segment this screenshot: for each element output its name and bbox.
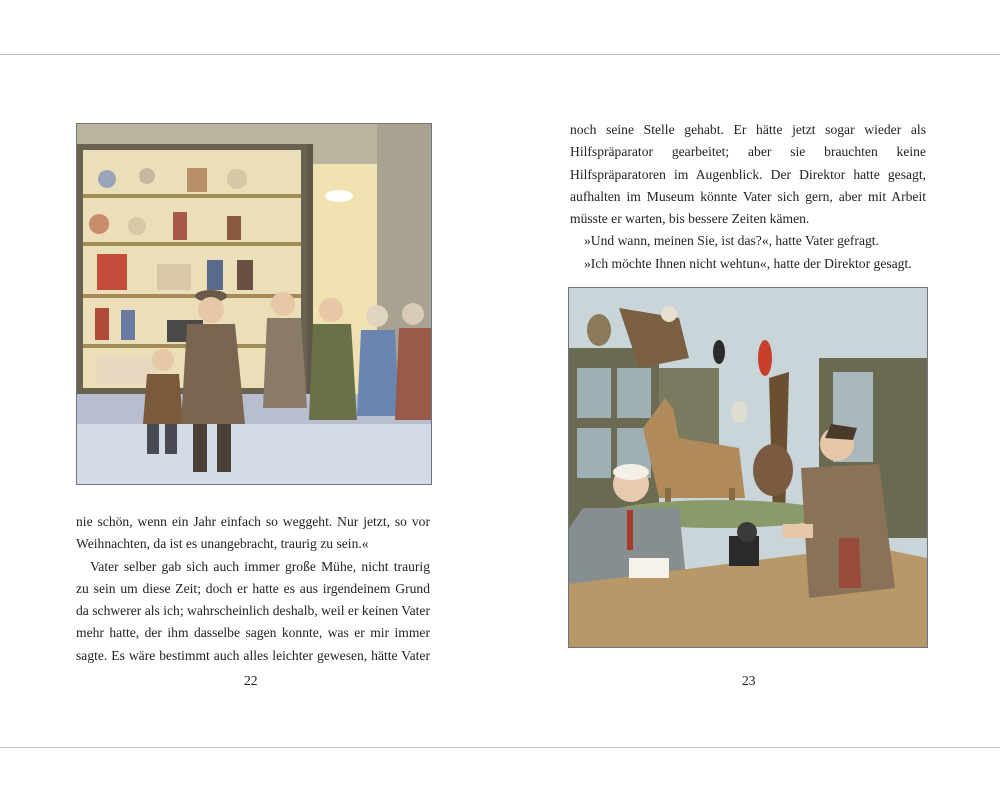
left-page-text <box>76 511 430 667</box>
toy-shop-window-illustration <box>76 123 432 485</box>
book-spread <box>0 54 1000 748</box>
left-page <box>0 55 500 747</box>
right-page <box>500 55 1000 747</box>
right-page-text <box>570 119 926 275</box>
paragraph: noch seine Stelle gehabt. Er hätte jetzt sogar wieder als Hilfspräparator gearbeitet; aber sie brauchten keine Hilfspräparatoren im Augenblick. Der Direktor hatte gesagt, aufhalten im Museum könnte Vater sich gern, aber mit Arbeit müsste er warten, bis bessere Zeiten kämen. <box>570 122 926 227</box>
paragraph: »Und wann, meinen Sie, ist das?«, hatte Vater gefragt. <box>584 233 879 249</box>
museum-office-illustration <box>568 287 928 648</box>
paragraph: »Ich möchte Ihnen nicht wehtun«, hatte der Direktor gesagt. <box>584 255 912 271</box>
page-number: 22 <box>244 673 258 688</box>
paragraph: Vater selber gab sich auch immer große Mühe, nicht traurig zu sein um diese Zeit; doch er hatte es aus irgendeinem Grund da schwerer als ich; wahrscheinlich deshalb, weil er keinen Vater mehr hatte, der ihm dasselbe sagen konnte, was er mir immer sagte. Es wäre bestimmt auch alles leichter gewesen, hätte Vater <box>76 558 430 663</box>
page-number: 23 <box>742 673 756 688</box>
paragraph: nie schön, wenn ein Jahr einfach so weggeht. Nur jetzt, so vor Weihnachten, da ist es unangebracht, traurig zu sein.« <box>76 514 430 552</box>
